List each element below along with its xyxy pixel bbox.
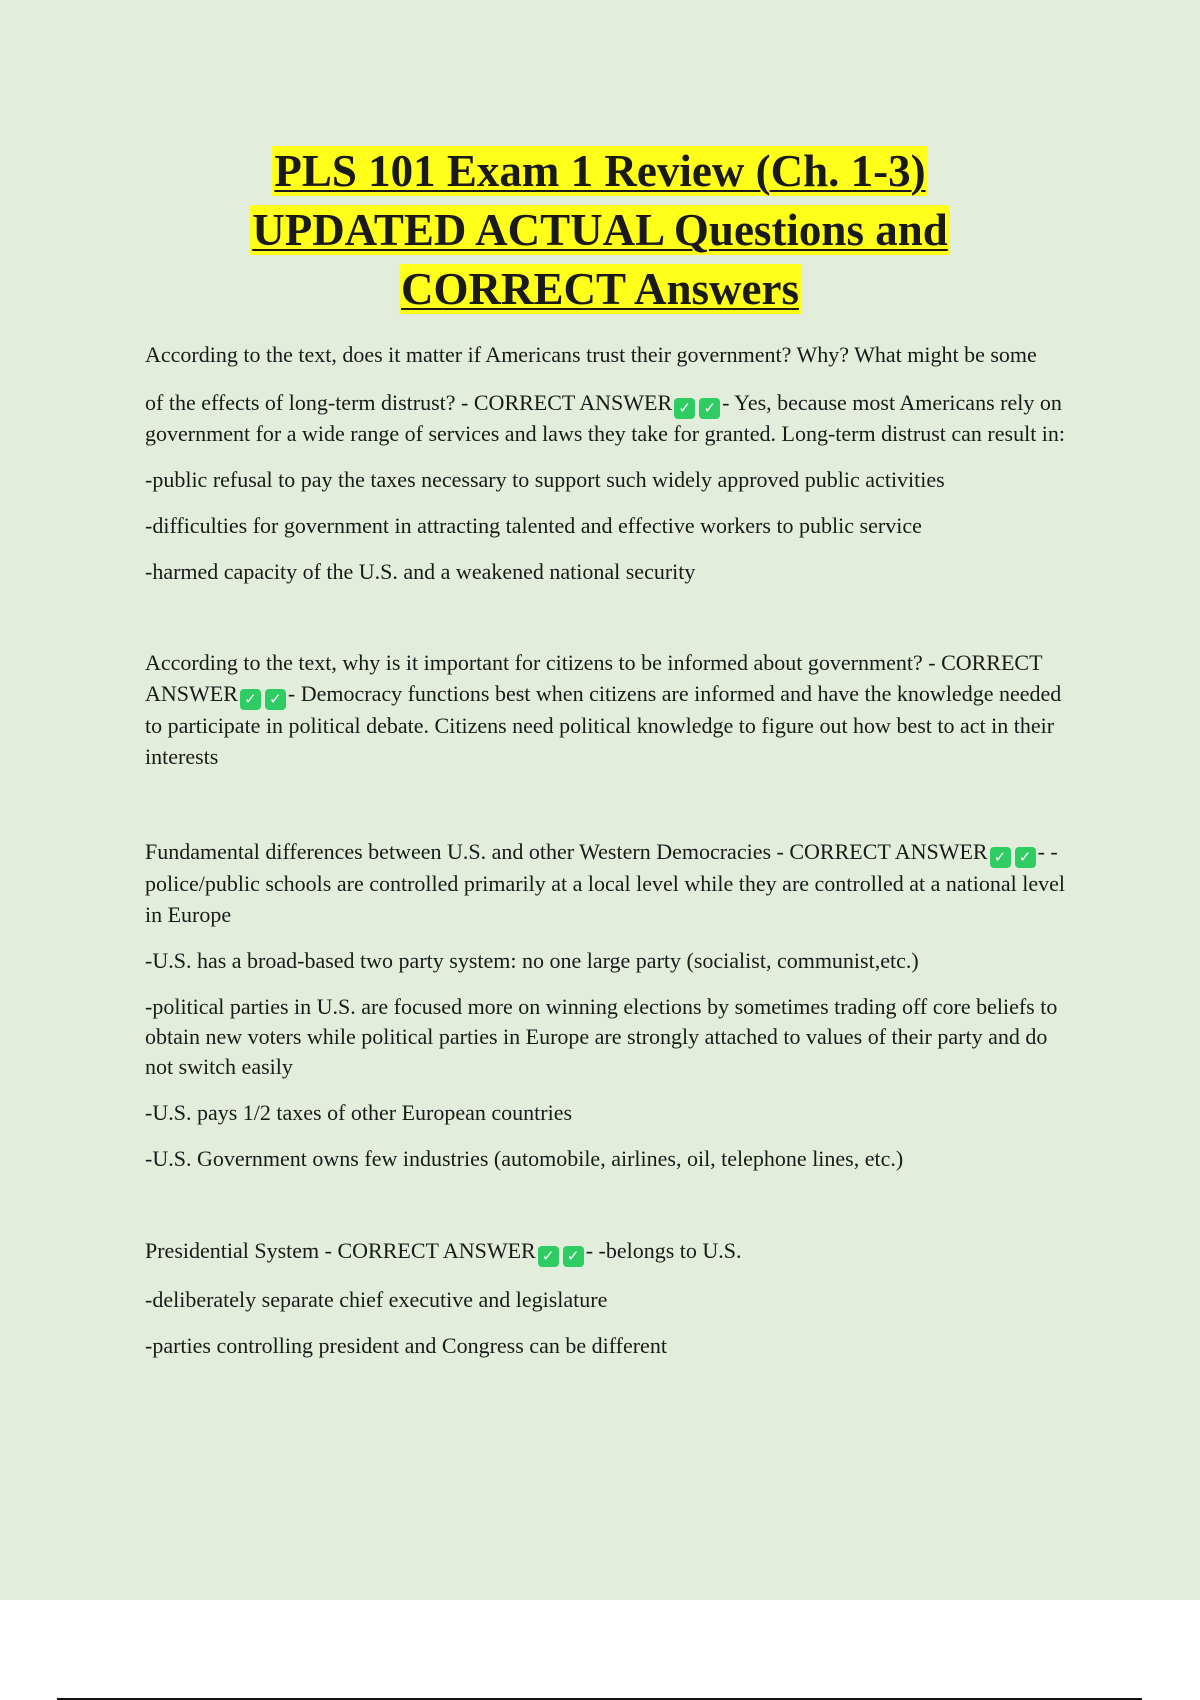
- q2-paragraph: [145, 647, 1075, 772]
- list-item: -difficulties for government in attracting talented and effective workers to public service: [145, 513, 922, 538]
- list-item: -political parties in U.S. are focused more on winning elections by sometimes trading off core beliefs to obtain new voters while political parties in Europe are strongly attached to values of their party and do not switch easily: [145, 994, 1058, 1079]
- list-item: -U.S. pays 1/2 taxes of other European countries: [145, 1100, 573, 1125]
- title-line-2: UPDATED ACTUAL Questions and: [252, 205, 948, 255]
- q2-question: According to the text, why is it important for citizens to be informed about government? - CORRECT ANSWER: [145, 650, 1043, 706]
- list-item: -public refusal to pay the taxes necessary to support such widely approved public activities: [145, 467, 945, 492]
- check-mark-icon: ✓: [538, 1246, 559, 1267]
- q1-answer-text: - Yes, because most Americans rely on government for a wide range of services and laws they take for granted. Long-term distrust can result in:: [145, 390, 1066, 446]
- list-item: -parties controlling president and Congress can be different: [145, 1333, 667, 1358]
- check-mark-icon: ✓: [1015, 847, 1036, 868]
- q3-answer-text: - -police/public schools are controlled primarily at a local level while they are controlled at a national level in Europe: [145, 839, 1065, 927]
- check-mark-icon: ✓: [265, 689, 286, 710]
- check-mark-icon: ✓: [990, 847, 1011, 868]
- title-line-3: CORRECT Answers: [401, 264, 799, 314]
- check-mark-icon: ✓: [674, 398, 695, 419]
- list-item: -U.S. Government owns few industries (automobile, airlines, oil, telephone lines, etc.): [145, 1146, 904, 1171]
- q3-question: Fundamental differences between U.S. and other Western Democracies - CORRECT ANSWER: [145, 839, 988, 864]
- title-line-1: PLS 101 Exam 1 Review (Ch. 1-3): [274, 146, 926, 196]
- list-item: -harmed capacity of the U.S. and a weakened national security: [145, 559, 696, 584]
- check-mark-icon: ✓: [563, 1246, 584, 1267]
- q1-question-line: According to the text, does it matter if Americans trust their government? Why? What might be some: [145, 342, 1037, 367]
- q4-answer-text: - -belongs to U.S.: [585, 1238, 742, 1263]
- check-mark-icon: ✓: [699, 398, 720, 419]
- q1-question-end: of the effects of long-term distrust? - CORRECT ANSWER: [145, 390, 673, 415]
- check-mark-icon: ✓: [240, 689, 261, 710]
- list-item: -U.S. has a broad-based two party system: no one large party (socialist, communist,etc.): [145, 948, 919, 973]
- document-title: [0, 142, 1200, 319]
- q4-question: Presidential System - CORRECT ANSWER: [145, 1238, 536, 1263]
- q2-answer-text: - Democracy functions best when citizens are informed and have the knowledge needed to participate in political debate. Citizens need political knowledge to figure out how best to act in their interests: [145, 681, 1062, 769]
- document-body: [145, 340, 1075, 1361]
- q3-paragraph: [145, 836, 1075, 930]
- q4-paragraph: [145, 1236, 1075, 1267]
- list-item: -deliberately separate chief executive and legislature: [145, 1287, 608, 1312]
- q1-answer-paragraph: [145, 388, 1075, 449]
